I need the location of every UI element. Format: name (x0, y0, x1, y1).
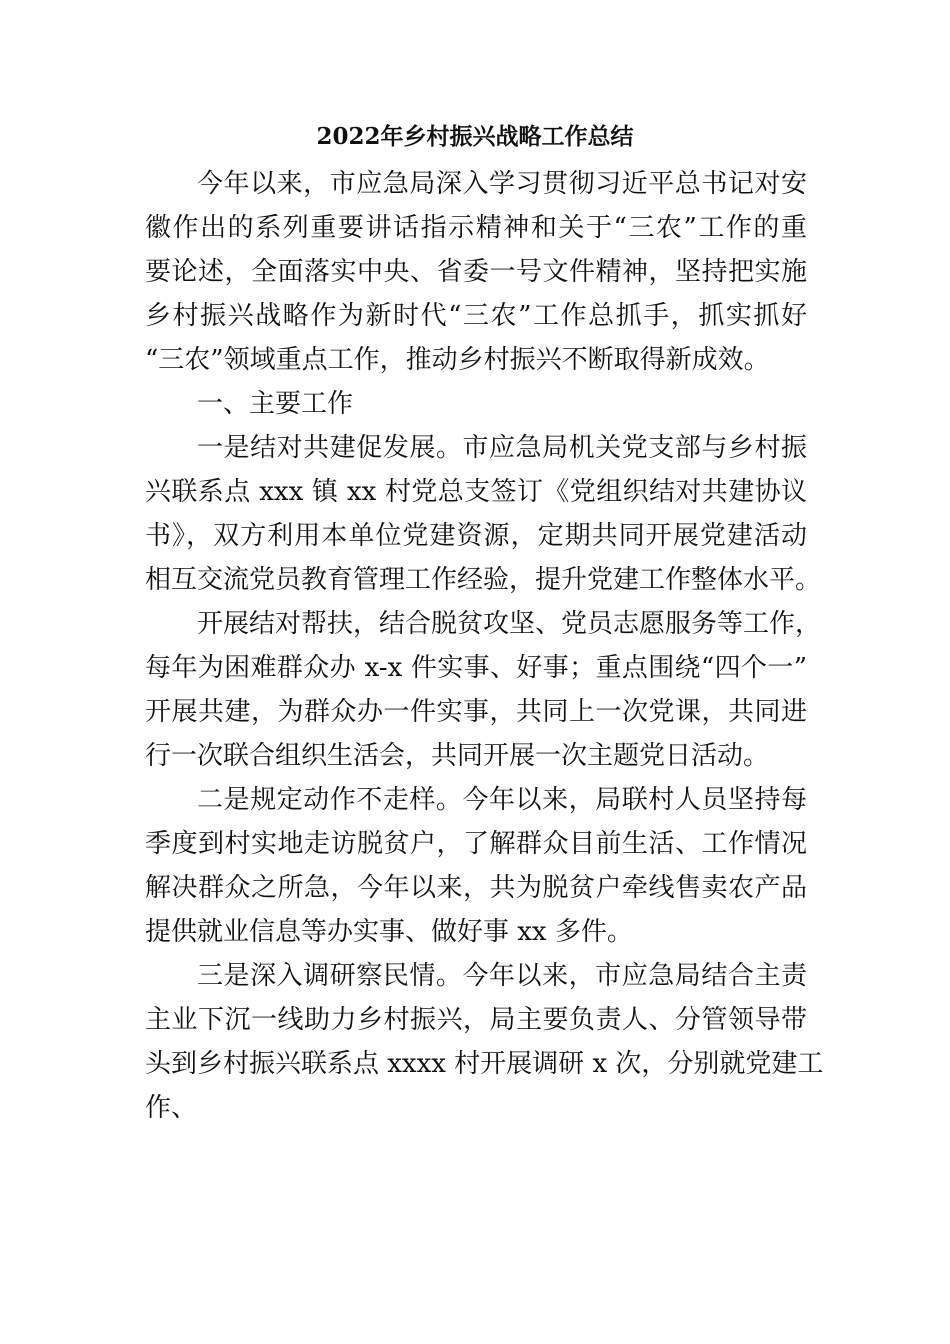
text-line: 书》，双方利用本单位党建资源，定期共同开展党建活动 (145, 521, 807, 551)
text-line: 二是规定动作不走样。今年以来，局联村人员坚持每 (197, 785, 807, 815)
text-line: 三是深入调研察民情。今年以来，市应急局结合主责 (197, 961, 807, 991)
document-body (145, 162, 824, 1130)
text-line: 季度到村实地走访脱贫户，了解群众目前生活、工作情况 (145, 829, 807, 859)
text-line: 每年为困难群众办 x-x 件实事、好事；重点围绕“四个一” (145, 653, 807, 683)
text-line: 兴联系点 xxx 镇 xx 村党总支签订《党组织结对共建协议 (145, 477, 807, 507)
text-line: 提供就业信息等办实事、做好事 xx 多件。 (145, 917, 633, 947)
text-line: “三农”领域重点工作，推动乡村振兴不断取得新成效。 (145, 345, 770, 375)
document-title: 2022年乡村振兴战略工作总结 (316, 123, 634, 150)
section-heading: 一、主要工作 (197, 389, 354, 419)
text-line: 开展结对帮扶，结合脱贫攻坚、党员志愿服务等工作， (197, 609, 822, 639)
text-line: 今年以来，市应急局深入学习贯彻习近平总书记对安 (197, 169, 807, 199)
text-line: 要论述，全面落实中央、省委一号文件精神，坚持把实施 (145, 257, 807, 287)
text-line: 相互交流党员教育管理工作经验，提升党建工作整体水平。 (145, 565, 822, 595)
text-line: 解决群众之所急，今年以来，共为脱贫户牵线售卖农产品 (145, 873, 807, 903)
text-line: 开展共建，为群众办一件实事，共同上一次党课，共同进 (145, 697, 807, 727)
text-line: 作、 (145, 1093, 198, 1123)
text-line: 行一次联合组织生活会，共同开展一次主题党日活动。 (145, 741, 770, 771)
text-line: 乡村振兴战略作为新时代“三农”工作总抓手，抓实抓好 (145, 301, 807, 331)
text-line: 主业下沉一线助力乡村振兴，局主要负责人、分管领导带 (145, 1005, 807, 1035)
text-line: 一是结对共建促发展。市应急局机关党支部与乡村振 (197, 433, 807, 463)
text-line: 头到乡村振兴联系点 xxxx 村开展调研 x 次，分别就党建工 (145, 1049, 824, 1079)
text-line: 徽作出的系列重要讲话指示精神和关于“三农”工作的重 (145, 213, 807, 243)
